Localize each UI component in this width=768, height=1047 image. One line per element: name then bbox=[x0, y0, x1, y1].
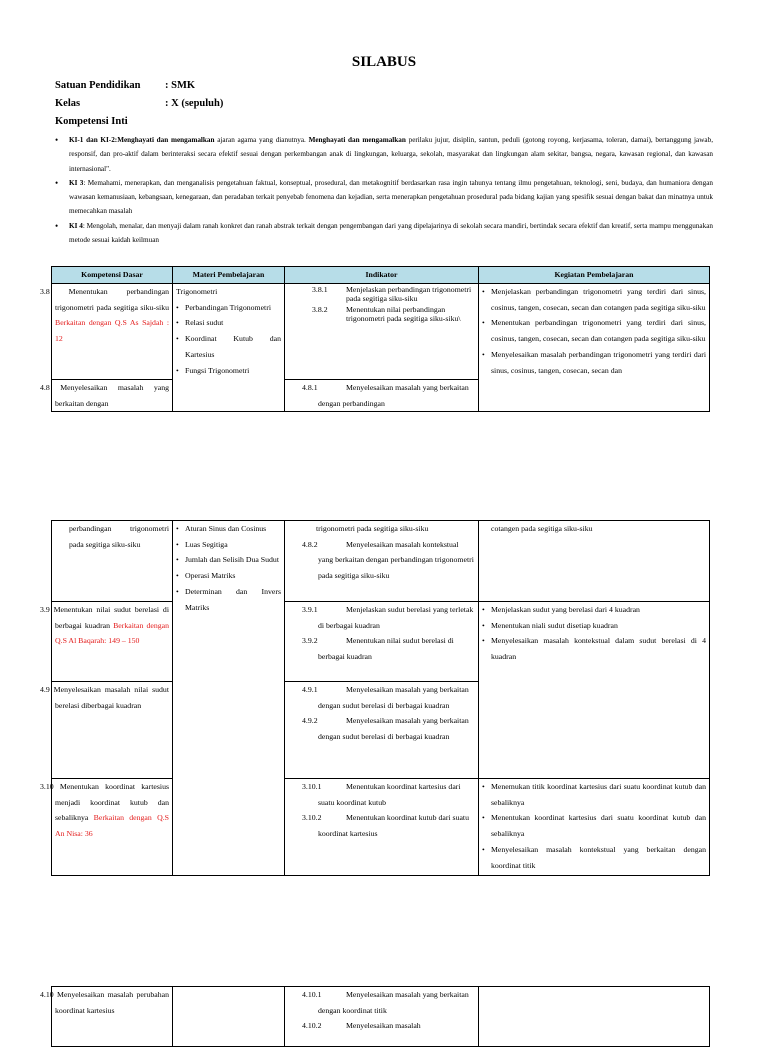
kelas-label: Kelas bbox=[55, 98, 81, 109]
indicator-item: 4.9.1 Menyelesaikan masalah yang berkaitan dengan sudut berelasi di berbagai kuadran bbox=[302, 685, 469, 710]
kegiatan-cell bbox=[479, 284, 710, 412]
indicator-item: 3.9.1 Menjelaskan sudut berelasi yang terletak di berbagai kuadran bbox=[302, 605, 474, 630]
list-item: • Menentukan niali sudut disetiap kuadran bbox=[482, 618, 706, 634]
indicator-item: 3.8.1 Menjelaskan perbandingan trigonometri pada segitiga siku-siku bbox=[312, 285, 472, 303]
silabus-table-2 bbox=[40, 520, 710, 876]
list-item: • Menjelaskan sudut yang berelasi dari 4 kuadran bbox=[482, 602, 706, 618]
silabus-table-3 bbox=[40, 986, 710, 1047]
list-item: • Menyelesaikan masalah perbandingan trigonometri yang terdiri dari sinus, cosinus, tangen, cosecan, secan dan bbox=[482, 347, 706, 378]
page-title: SILABUS bbox=[351, 54, 417, 70]
kelas-row bbox=[55, 98, 223, 109]
indicator-item: 4.8.2 Menyelesaikan masalah kontekstual yang berkaitan dengan perbandingan trigonometri pada segitiga siku-siku bbox=[302, 539, 474, 581]
table-row bbox=[52, 779, 710, 876]
ki-list bbox=[55, 133, 713, 247]
indicator-item: 4.10.2 Menyelesaikan masalah bbox=[302, 1021, 421, 1031]
header-indikator: Indikator bbox=[285, 267, 479, 284]
list-item: • Jumlah dan Selisih Dua Sudut bbox=[176, 552, 281, 568]
indicator-item: 3.10.2 Menentukan koordinat kutub dari suatu koordinat kartesius bbox=[302, 813, 469, 839]
kd-4-10: 4.10 Menyelesaikan masalah perubahan koordinat kartesius bbox=[52, 987, 173, 1047]
ki-item-1: • KI-1 dan KI-2:Menghayati dan mengamalkan ajaran agama yang dianutnya. Menghayati dan mengamalkan perilaku jujur, disiplin, santun, peduli (gotong royong, kerjasama, toleran, damai), bertanggung jawab, responsif, dan pro-aktif dalam berinteraksi secara efektif sesuai dengan perkembangan anak di lingkungan, keluarga, sekolah, masyarakat dan lingkungan alam sekitar, bangsa, negara, kawasan regional, dan kawasan internasional". bbox=[55, 133, 713, 176]
kegiatan-cont-text: cotangen pada segitiga siku-siku bbox=[491, 524, 593, 533]
list-item: • Menjelaskan perbandingan trigonometri yang terdiri dari sinus, cosinus, tangen, cosecan, secan dan cotangen pada segitiga siku-siku bbox=[482, 284, 706, 315]
materi-cell-2 bbox=[173, 521, 285, 876]
kd-3-9: 3.9 Menentukan nilai sudut berelasi di berbagai kuadran Berkaitan dengan Q.S Al Baqarah: 149 – 150 bbox=[52, 602, 173, 682]
kegiatan-3-10 bbox=[479, 779, 710, 876]
table-header-row bbox=[52, 267, 710, 284]
list-item: • Determinan dan Invers Matriks bbox=[176, 584, 281, 615]
list-item: • Koordinat Kutub dan Kartesius bbox=[176, 331, 281, 362]
indicator-item: 4.10.1 Menyelesaikan masalah yang berkaitan dengan koordinat titik bbox=[302, 990, 469, 1015]
indikator-3-8 bbox=[285, 284, 479, 380]
list-item: • Menentukan koordinat kartesius dari suatu koordinat kutub dan sebaliknya bbox=[482, 810, 706, 841]
materi-cell bbox=[173, 284, 285, 412]
kelas-value: : X (sepuluh) bbox=[165, 98, 224, 109]
header-kompetensi-dasar: Kompetensi Dasar bbox=[52, 267, 173, 284]
indicator-cont: trigonometri pada segitiga siku-siku bbox=[316, 524, 429, 533]
kd-4-8: 4.8 Menyelesaikan masalah yang berkaitan dengan bbox=[52, 380, 173, 412]
kegiatan-cont bbox=[479, 521, 710, 602]
indikator-4-8-cont bbox=[285, 521, 479, 602]
indikator-4-9 bbox=[285, 682, 479, 779]
kd-4-9: 4.9 Menyelesaikan masalah nilai sudut berelasi diberbagai kuadran bbox=[52, 682, 173, 779]
satuan-label: Satuan Pendidikan bbox=[55, 80, 141, 91]
list-item: • Menentukan perbandingan trigonometri yang terdiri dari sinus, cosinus, tangen, cosecan, secan dan cotangen pada segitiga siku-siku bbox=[482, 315, 706, 346]
indicator-item: 4.8.1 Menyelesaikan masalah yang berkaitan dengan perbandingan bbox=[302, 383, 469, 408]
list-item: • Menemukan titik koordinat kartesius dari suatu koordinat kutub dan sebaliknya bbox=[482, 779, 706, 810]
table-row bbox=[52, 987, 710, 1047]
satuan-row bbox=[55, 80, 195, 91]
ki-heading: Kompetensi Inti bbox=[55, 116, 128, 127]
table-row bbox=[52, 284, 710, 380]
silabus-table-1 bbox=[40, 266, 710, 412]
materi-title: Trigonometri bbox=[176, 287, 218, 296]
indikator-3-10 bbox=[285, 779, 479, 876]
kegiatan-cell-3 bbox=[479, 987, 710, 1047]
kd-4-8-cont: perbandingan trigonometri pada segitiga siku-siku bbox=[52, 521, 173, 602]
ki-item-3: • KI 3: Memahami, menerapkan, dan menganalisis pengetahuan faktual, konseptual, prosedural, dan metakognitif berdasarkan rasa ingin tahunya tentang ilmu pengetahuan, teknologi, seni, budaya, dan humaniora dengan wawasan kemanusiaan, kebangsaan, kenegaraan, dan peradaban terkait penyebab fenomena dan kejadian, serta menerapkan pengetahuan prosedural pada bidang kajian yang spesifik sesuai dengan bakat dan minatnya untuk memecahkan masalah bbox=[55, 176, 713, 219]
indicator-item: 4.9.2 Menyelesaikan masalah yang berkaitan dengan sudut berelasi di berbagai kuadran bbox=[302, 716, 469, 742]
materi-cell-3 bbox=[173, 987, 285, 1047]
ki-item-4: • KI 4: Mengolah, menalar, dan menyaji dalam ranah konkret dan ranah abstrak terkait dengan pengembangan dari yang dipelajarinya di sekolah secara mandiri, bertindak secara efektif dan kreatif, serta mampu menggunakan metode sesuai kaidah keilmuan bbox=[55, 219, 713, 248]
list-item: • Menyelesaikan masalah kontekstual dalam sudut berelasi di 4 kuadran bbox=[482, 633, 706, 664]
header-materi: Materi Pembelajaran bbox=[173, 267, 285, 284]
indicator-item: 3.10.1 Menentukan koordinat kartesius dari suatu koordinat kutub bbox=[302, 782, 461, 807]
indikator-3-9 bbox=[285, 602, 479, 682]
list-item: • Fungsi Trigonometri bbox=[176, 363, 281, 379]
table-row bbox=[52, 521, 710, 602]
kegiatan-3-9 bbox=[479, 602, 710, 779]
list-item: • Aturan Sinus dan Cosinus bbox=[176, 521, 281, 537]
list-item: • Relasi sudut bbox=[176, 315, 281, 331]
list-item: • Menyelesaikan masalah kontekstual yang berkaitan dengan koordinat titik bbox=[482, 842, 706, 873]
kd-3-10: 3.10 Menentukan koordinat kartesius menjadi koordinat kutub dan sebaliknya Berkaitan dengan Q.S An Nisa: 36 bbox=[52, 779, 173, 876]
indikator-4-10 bbox=[285, 987, 479, 1047]
table-row bbox=[52, 602, 710, 682]
indikator-4-8 bbox=[285, 380, 479, 412]
satuan-value: : SMK bbox=[165, 80, 196, 91]
indicator-item: 3.9.2 Menentukan nilai sudut berelasi di berbagai kuadran bbox=[302, 636, 454, 662]
list-item: • Luas Segitiga bbox=[176, 537, 281, 553]
list-item: • Perbandingan Trigonometri bbox=[176, 300, 281, 316]
header-kegiatan: Kegiatan Pembelajaran bbox=[479, 267, 710, 284]
list-item: • Operasi Matriks bbox=[176, 568, 281, 584]
kd-3-8: 3.8 Menentukan perbandingan trigonometri pada segitiga siku-siku Berkaitan dengan Q.S As Sajdah : 12 bbox=[52, 284, 173, 380]
indicator-item: 3.8.2 Menentukan nilai perbandingan trigonometri pada segitiga siku-siku\ bbox=[312, 305, 461, 323]
